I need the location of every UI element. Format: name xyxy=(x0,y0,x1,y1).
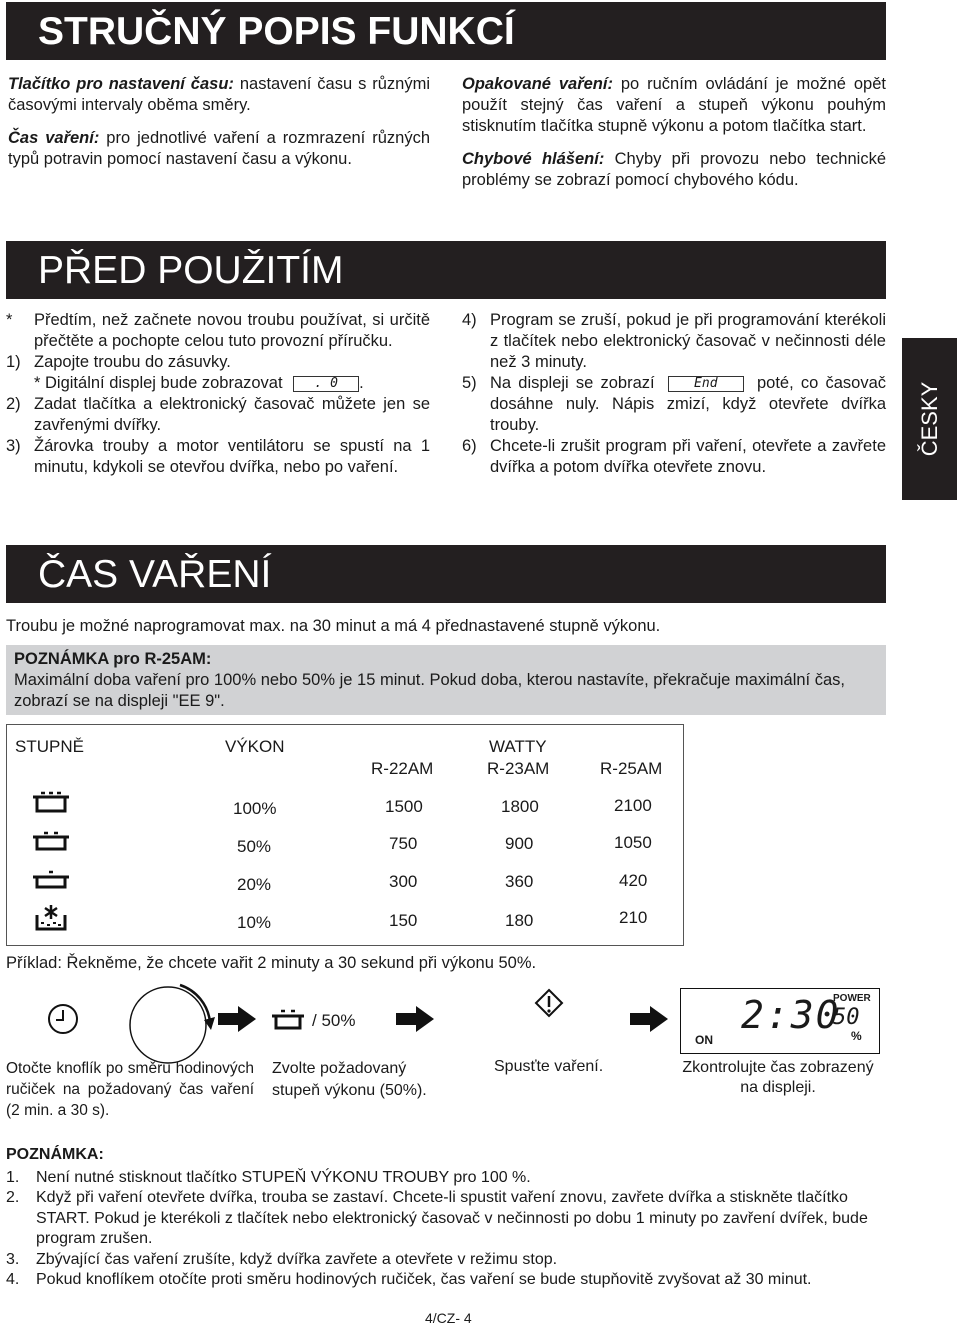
display-end: End xyxy=(668,376,744,392)
arrow-right-icon xyxy=(218,1006,256,1032)
power-step-label: / 50% xyxy=(312,1011,356,1030)
table-cell-watt: 1800 xyxy=(501,797,539,816)
start-icon xyxy=(534,988,564,1018)
section-title: STRUČNÝ POPIS FUNKCÍ xyxy=(38,10,515,53)
list-item: 3) Žárovka trouby a motor ventilátoru se spustí na 1 minutu, kdykoli se otevřou dvířka, nebo po vaření. xyxy=(6,437,430,476)
function-item: Chybové hlášení: Chyby při provozu nebo technické problémy se zobrazí pomocí chybového kódu. xyxy=(462,150,886,189)
section-header-functions xyxy=(6,2,886,60)
before-use-left xyxy=(6,310,430,478)
table-cell-power: 100% xyxy=(233,799,277,818)
arrow-right-icon xyxy=(396,1006,434,1032)
note-box-text: Maximální doba vaření pro 100% nebo 50% je 15 minut. Pokud doba, kterou nastavíte, překračuje maximální čas, zobrazí se na displeji "EE 9". xyxy=(14,671,845,710)
language-tab: ČESKY xyxy=(902,338,957,500)
section-title: ČAS VAŘENÍ xyxy=(38,553,272,596)
table-cell-watt: 300 xyxy=(389,872,418,891)
intro-text: Troubu je možné naprogramovat max. na 30 minut a má 4 přednastavené stupně výkonu. xyxy=(6,617,661,635)
list-item: 3. Zbývající čas vaření zrušíte, když dvířka zavřete a otevřete v režimu stop. xyxy=(6,1250,558,1268)
table-cell-power: 10% xyxy=(237,913,272,932)
function-descriptions-right xyxy=(462,74,886,191)
section-title: PŘED POUŽITÍM xyxy=(38,249,344,292)
step-caption-4: Zkontrolujte čas zobrazený na displeji. xyxy=(682,1059,874,1096)
list-item: 5) Na displeji se zobrazí End poté, co časovač dosáhne nuly. Nápis zmizí, když otevřete dvířka trouby. xyxy=(462,374,886,434)
display-time: 2:30 xyxy=(741,993,841,1037)
table-cell-watt: 750 xyxy=(389,834,418,853)
table-header-model: R-25AM xyxy=(600,759,663,778)
list-item: 1. Není nutné stisknout tlačítko STUPEŇ VÝKONU TROUBY pro 100 %. xyxy=(6,1168,531,1186)
list-item: 2. Když při vaření otevřete dvířka, trouba se zastaví. Chcete-li spustit vaření znovu, zavřete dvířka a stiskněte tlačítko START. Pokud je kterékoli z tlačítek nebo elektronický časovač v nečinnosti po dobu 1 minuty po zavření dvířek, bude program zrušen. xyxy=(6,1189,868,1247)
function-item: Čas vaření: pro jednotlivé vaření a rozmrazení různých typů potravin pomocí nastavení času a výkonu. xyxy=(8,129,430,168)
table-cell-watt: 900 xyxy=(505,834,534,853)
display-dot-zero: . 0 xyxy=(293,376,359,392)
function-item: Tlačítko pro nastavení času: nastavení času s různými časovými intervaly oběma směry. xyxy=(8,75,431,114)
table-cell-watt: 180 xyxy=(505,911,534,930)
display-on: ON xyxy=(695,1033,713,1047)
table-cell-power: 20% xyxy=(237,875,272,894)
notes xyxy=(6,1145,886,1291)
display-percent: % xyxy=(851,1029,862,1043)
list-item: 2) Zadat tlačítka a elektronický časovač můžete jen se zavřenými dvířky. xyxy=(6,395,430,434)
list-item: 4. Pokud knoflíkem otočíte proti směru hodinových ručiček, čas vaření se bude stupňovitě zvyšovat až 30 minut. xyxy=(6,1271,812,1288)
list-item: 1) Zapojte troubu do zásuvky. * Digitální displej bude zobrazovat . 0 . xyxy=(6,353,364,392)
table-cell-watt: 210 xyxy=(619,908,648,927)
step-caption-1: Otočte knoflík po směru hodinových ručiček na požadovaný čas vaření (2 min. a 30 s). xyxy=(6,1060,254,1119)
pot-medium-icon xyxy=(270,1004,306,1032)
table-header-model: R-22AM xyxy=(371,759,434,778)
rotary-knob-icon xyxy=(118,980,218,1066)
list-item: 4) Program se zruší, pokud je při programování kterékoli z tlačítek nebo elektronický časovač v nečinnosti déle než 3 minuty. xyxy=(462,311,886,371)
table-header-model: R-23AM xyxy=(487,759,550,778)
table-cell-watt: 420 xyxy=(619,871,648,890)
function-descriptions-left xyxy=(8,74,430,170)
table-cell-watt: 1050 xyxy=(614,833,652,852)
list-item: 6) Chcete-li zrušit program při vaření, otevřete a zavřete dvířka a potom dvířka otevřete znovu. xyxy=(462,437,886,476)
table-header-power: VÝKON xyxy=(225,737,285,756)
table-cell-watt: 150 xyxy=(389,911,418,930)
notes-title: POZNÁMKA: xyxy=(6,1146,104,1163)
table-header-watts: WATTY xyxy=(489,737,547,756)
page-number: 4/CZ- 4 xyxy=(425,1310,472,1326)
example-text: Příklad: Řekněme, že chcete vařit 2 minuty a 30 sekund při výkonu 50%. xyxy=(6,954,537,972)
step-caption-3: Spusťte vaření. xyxy=(494,1058,604,1075)
oven-display xyxy=(680,988,880,1054)
arrow-right-icon xyxy=(630,1006,668,1032)
pot-low-icon xyxy=(31,863,71,893)
section-header-cooking-time xyxy=(6,545,886,603)
display-power-label: POWER xyxy=(833,993,871,1004)
note-box xyxy=(6,645,886,715)
table-cell-watt: 360 xyxy=(505,872,534,891)
defrost-icon xyxy=(31,901,71,935)
note-box-title: POZNÁMKA pro R-25AM: xyxy=(14,650,212,668)
timer-icon xyxy=(46,1002,80,1036)
before-use-right xyxy=(462,310,886,478)
list-item: * Předtím, než začnete novou troubu používat, si určitě přečtěte a pochopte celou tuto provozní příručku. xyxy=(6,311,430,350)
table-cell-watt: 1500 xyxy=(385,797,423,816)
pot-high-icon xyxy=(31,787,71,817)
step-caption-2: Zvolte požadovaný stupeň výkonu (50%). xyxy=(272,1060,427,1099)
pot-medium-icon xyxy=(31,825,71,855)
table-cell-power: 50% xyxy=(237,837,272,856)
table-cell-watt: 2100 xyxy=(614,796,652,815)
power-table xyxy=(6,724,684,946)
display-power-value: 50 xyxy=(833,1005,860,1030)
section-header-before-use xyxy=(6,241,886,299)
function-item: Opakované vaření: po ručním ovládání je možné opět použít stejný čas vaření a stupeň výkonu pouhým stisknutím tlačítka stupně výkonu a potom tlačítka start. xyxy=(462,75,886,135)
table-header-levels: STUPNĚ xyxy=(15,737,84,756)
